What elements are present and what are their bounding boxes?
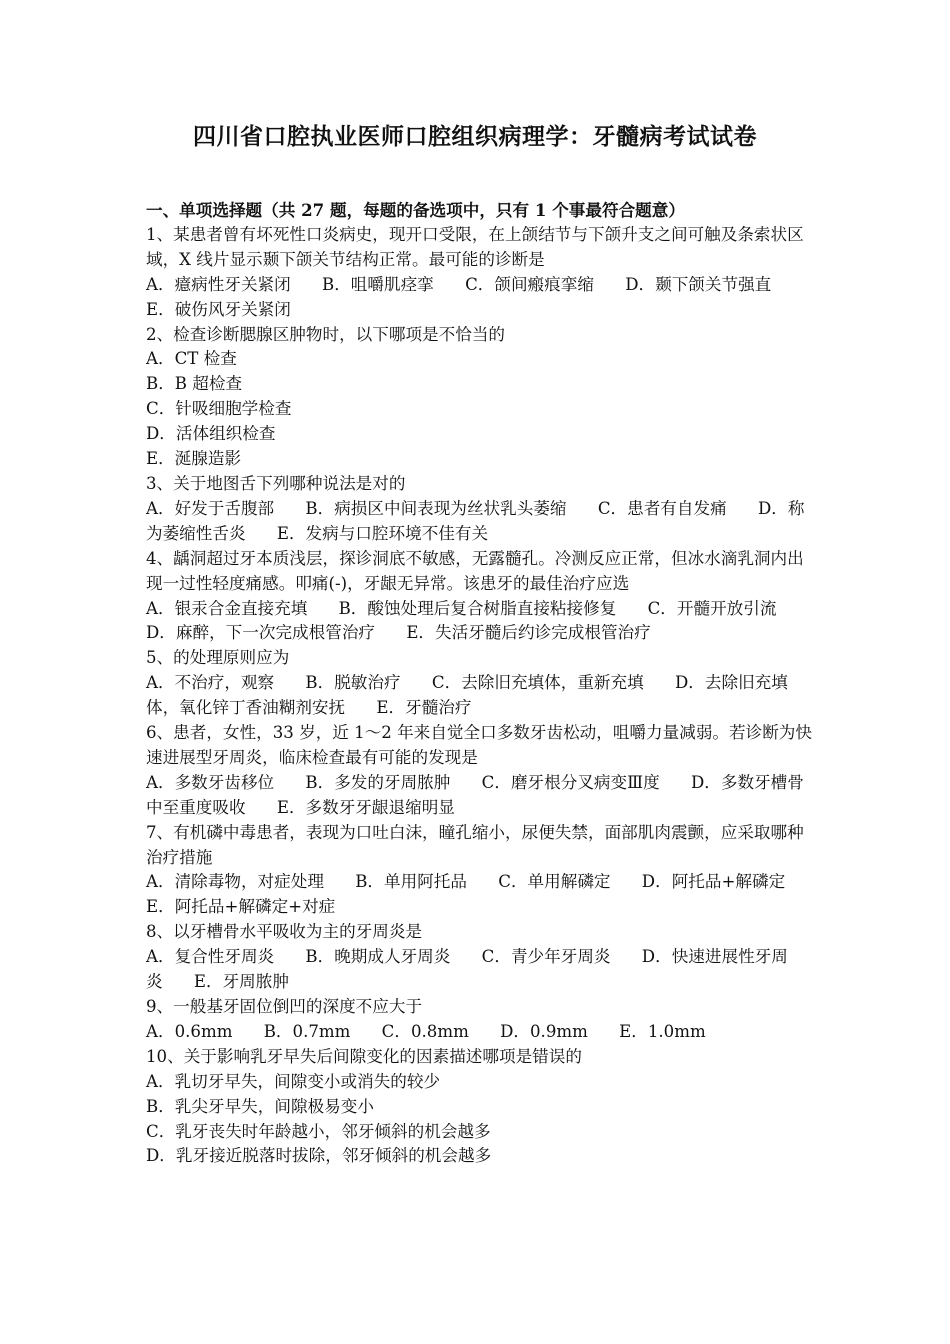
answer-option: D．称为萎缩性舌炎 [146, 498, 805, 543]
answer-option: A．乳切牙早失，间隙变小或消失的较少 [146, 1071, 441, 1091]
answer-option: B．0.7mm [263, 1021, 351, 1041]
answer-option: A．0.6mm [146, 1021, 233, 1041]
answer-option: A．复合性牙周炎 [146, 947, 275, 967]
question-stem: 5、的处理原则应为 [146, 648, 290, 668]
answer-option: A．多数牙齿移位 [146, 772, 275, 792]
answer-option: A．银汞合金直接充填 [146, 598, 308, 618]
question-item [146, 547, 812, 647]
question-item [146, 646, 812, 721]
answer-option: A．清除毒物，对症处理 [146, 872, 324, 892]
answer-option: C．患者有自发痛 [597, 498, 727, 518]
question-options [146, 870, 812, 920]
document-title: 四川省口腔执业医师口腔组织病理学：牙髓病考试试卷 [193, 123, 757, 150]
answer-option: E．破伤风牙关紧闭 [146, 299, 291, 319]
question-stem: 3、关于地图舌下列哪种说法是对的 [146, 473, 406, 493]
answer-option: B．B 超检查 [146, 374, 243, 394]
answer-option: A．不治疗，观察 [146, 673, 275, 693]
answer-option: E．牙周脓肿 [193, 972, 289, 992]
answer-option: A．癔病性牙关紧闭 [146, 274, 291, 294]
answer-option: E．失活牙髓后约诊完成根管治疗 [406, 623, 651, 643]
question-options [146, 771, 812, 821]
question-item [146, 721, 812, 821]
answer-option: B．多发的牙周脓肿 [305, 772, 451, 792]
answer-option: E．多数牙牙龈退缩明显 [276, 797, 455, 817]
question-options [146, 671, 812, 721]
question-options [146, 497, 812, 547]
question-stem: 9、一般基牙固位倒凹的深度不应大于 [146, 997, 423, 1016]
answer-option: B．乳尖牙早失，间隙极易变小 [146, 1096, 374, 1116]
question-item [146, 920, 812, 995]
answer-option: E．发病与口腔环境不佳有关 [276, 523, 489, 543]
document-body [146, 198, 812, 1169]
answer-option: C．青少年牙周炎 [481, 947, 611, 967]
question-options [146, 1020, 812, 1045]
question-item [146, 223, 812, 323]
answer-option: D．0.9mm [500, 1021, 588, 1041]
question-stem: 2、检查诊断腮腺区肿物时，以下哪项是不恰当的 [146, 324, 506, 344]
answer-option: D．快速进展性牙周炎 [146, 947, 788, 992]
section-heading: 一、单项选择题（共 27 题，每题的备选项中，只有 1 个事最符合题意） [146, 200, 685, 220]
answer-option: E．涎腺造影 [146, 449, 242, 469]
question-item [146, 323, 812, 472]
answer-option: B．咀嚼肌痉挛 [322, 274, 434, 294]
question-options [146, 347, 812, 472]
answer-option: A．好发于舌腹部 [146, 498, 275, 518]
answer-option: A．CT 检查 [146, 349, 237, 369]
answer-option: D．颞下颌关节强直 [625, 274, 772, 294]
question-item [146, 1045, 812, 1170]
answer-option: C．针吸细胞学检查 [146, 399, 292, 419]
answer-option: C．去除旧充填体，重新充填 [431, 673, 644, 693]
answer-option: D．活体组织检查 [146, 424, 276, 444]
answer-option: B．单用阿托品 [355, 872, 467, 892]
question-item [146, 472, 812, 547]
question-stem: 1、某患者曾有坏死性口炎病史，现开口受限，在上颌结节与下颌升支之间可触及条索状区域，X 线片显示颞下颌关节结构正常。最可能的诊断是 [146, 224, 804, 269]
question-item [146, 821, 812, 921]
answer-option: C．颌间瘢痕挛缩 [465, 274, 594, 294]
answer-option: E．阿托品+解磷定+对症 [146, 897, 336, 917]
question-options [146, 273, 812, 323]
answer-option: E．牙髓治疗 [376, 698, 472, 718]
answer-option: D．多数牙槽骨中至重度吸收 [146, 772, 804, 817]
answer-option: C．磨牙根分叉病变Ⅲ度 [481, 772, 660, 792]
answer-option: C．单用解磷定 [498, 872, 611, 892]
question-options [146, 1070, 812, 1170]
answer-option: B．病损区中间表现为丝状乳头萎缩 [305, 498, 567, 518]
answer-option: D．麻醉，下一次完成根管治疗 [146, 623, 376, 643]
answer-option: E．1.0mm [619, 1021, 706, 1041]
question-stem: 4、龋洞超过牙本质浅层，探诊洞底不敏感，无露髓孔。冷测反应正常，但冰水滴乳洞内出现一过性轻度痛感。叩痛(-)，牙龈无异常。该患牙的最佳治疗应选 [146, 548, 804, 593]
answer-option: C．乳牙丧失时年龄越小，邻牙倾斜的机会越多 [146, 1121, 491, 1141]
question-stem: 7、有机磷中毒患者，表现为口吐白沫，瞳孔缩小，尿便失禁，面部肌肉震颤，应采取哪种治疗措施 [146, 822, 804, 867]
answer-option: C．开髓开放引流 [647, 598, 777, 618]
question-list [146, 223, 812, 1169]
question-stem: 6、患者，女性，33 岁，近 1～2 年来自觉全口多数牙齿松动，咀嚼力量减弱。若诊断为快速进展型牙周炎，临床检查最有可能的发现是 [146, 723, 812, 767]
answer-option: C．0.8mm [381, 1021, 469, 1041]
answer-option: B．酸蚀处理后复合树脂直接粘接修复 [338, 598, 617, 618]
question-stem: 10、关于影响乳牙早失后间隙变化的因素描述哪项是错误的 [146, 1046, 582, 1066]
answer-option: D．阿托品+解磷定 [641, 872, 786, 892]
answer-option: D．乳牙接近脱落时拔除，邻牙倾斜的机会越多 [146, 1146, 492, 1166]
answer-option: D．去除旧充填体，氧化锌丁香油糊剂安抚 [146, 673, 788, 718]
question-item [146, 995, 812, 1045]
question-stem: 8、以牙槽骨水平吸收为主的牙周炎是 [146, 922, 423, 942]
answer-option: B．脱敏治疗 [305, 673, 401, 693]
answer-option: B．晚期成人牙周炎 [305, 947, 451, 967]
question-options [146, 945, 812, 995]
question-options [146, 597, 812, 647]
